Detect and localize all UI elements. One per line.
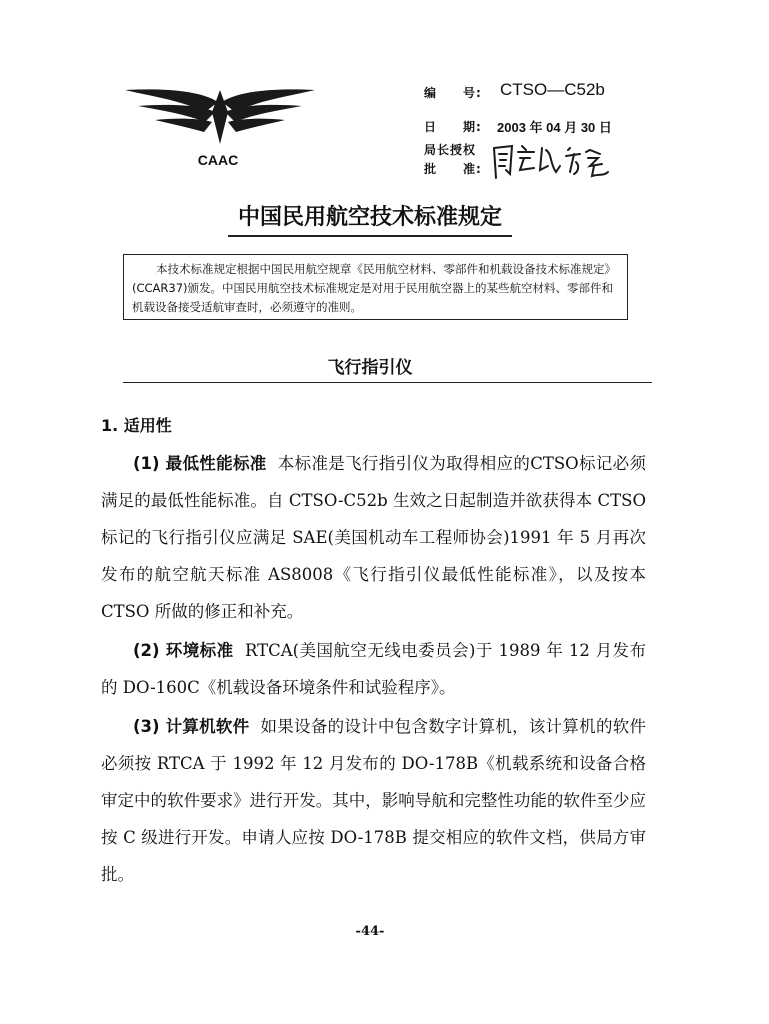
approve-label-2: 批 准: — [424, 162, 482, 176]
paragraph-3-body: 如果设备的设计中包含数字计算机，该计算机的软件必须按 RTCA 于 1992 年 12 月发布的 DO-178B《机载系统和设备合格审定中的软件要求》进行开发。其中，影响导航和完整性功能的软件至少应按 C 级进行开发。申请人应按 DO-178B 提交相应的软件文档，供局方审批。 — [101, 717, 647, 884]
paragraph-1 — [101, 445, 646, 630]
date-value: 2003 年 04 月 30 日 — [497, 120, 612, 135]
paragraph-2-body: RTCA(美国航空无线电委员会)于 1989 年 12 月发布的 DO-160C《机载设备环境条件和试验程序》。 — [101, 641, 646, 697]
page-number: -44- — [355, 924, 385, 939]
signature — [490, 140, 610, 182]
paragraph-2-lead: (2) 环境标准 — [133, 641, 234, 660]
paragraph-1-body: 本标准是飞行指引仪为取得相应的CTSO标记必须满足的最低性能标准。自 CTSO-C52b 生效之日起制造并欲获得本 CTSO 标记的飞行指引仪应满足 SAE(美国机动车工程师协会)1991 年 5 月再次发布的航空航天标准 AS8008《飞行指引仪最低性能标准》，以及按本 CTSO 所做的修正和补充。 — [101, 454, 646, 621]
subject-divider — [123, 382, 652, 383]
paragraph-3 — [101, 708, 646, 893]
paragraph-3-lead: (3) 计算机软件 — [133, 717, 250, 736]
paragraph-2 — [101, 632, 646, 706]
date-label: 日 期: — [424, 120, 482, 134]
number-label: 编 号: — [424, 86, 482, 100]
approve-label-1: 局长授权 — [424, 143, 477, 157]
caac-wings-emblem-icon — [120, 82, 320, 152]
subject-title: 飞行指引仪 — [327, 358, 413, 378]
section-heading: 1. 适用性 — [101, 416, 172, 435]
handwritten-signature-icon — [490, 140, 610, 182]
paragraph-1-lead: (1) 最低性能标准 — [133, 454, 267, 473]
title-underline — [228, 235, 512, 237]
logo-text: CAAC — [197, 152, 239, 168]
document-title: 中国民用航空技术标准规定 — [237, 205, 502, 230]
number-value: CTSO—C52b — [500, 80, 605, 99]
notice-box: 本技术标准规定根据中国民用航空规章《民用航空材料、零部件和机载设备技术标准规定》(CCAR37)颁发。中国民用航空技术标准规定是对用于民用航空器上的某些航空材料、零部件和机载设备接受适航审查时，必须遵守的准则。 — [123, 254, 628, 320]
